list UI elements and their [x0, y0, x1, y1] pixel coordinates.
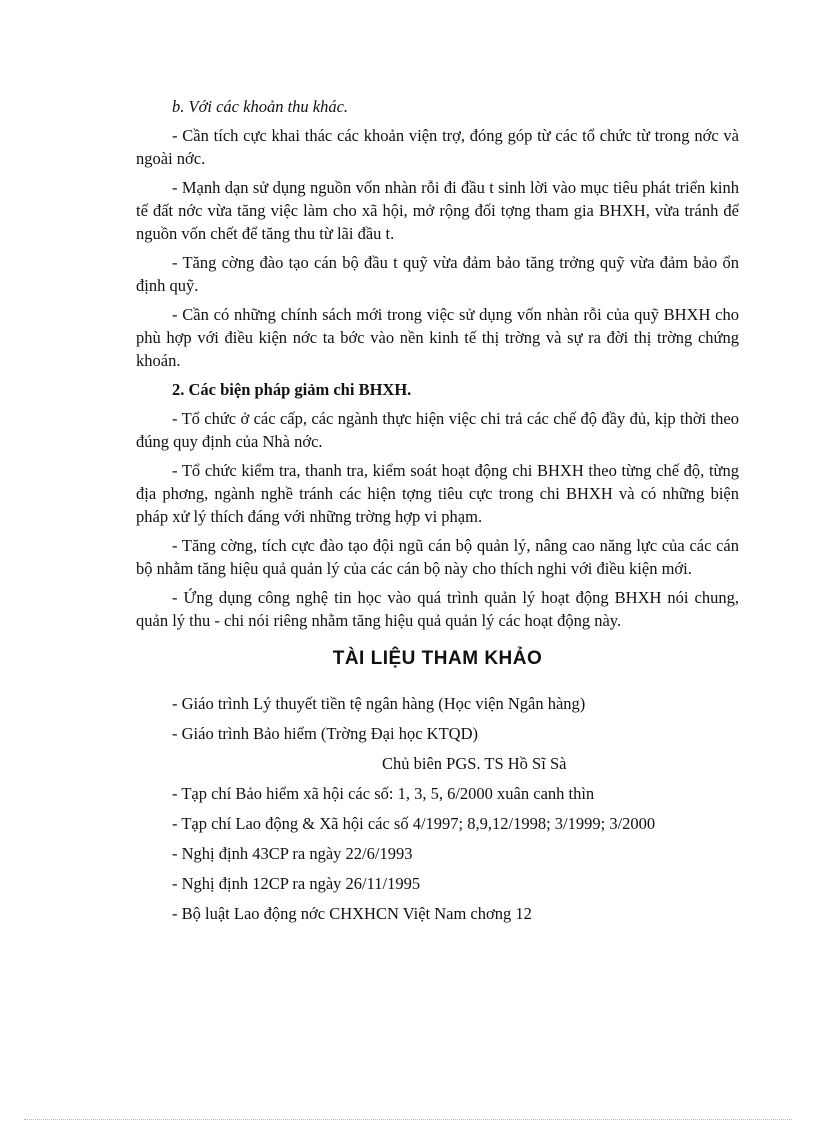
section-2-item-2: - Tổ chức kiểm tra, thanh tra, kiểm soát hoạt động chi BHXH theo từng chế độ, từng địa phơng, ngành nghề tránh các hiện tợng tiêu cực trong chi BHXH và có những biện pháp xử lý thích đáng với những trờng hợp vi phạm.	[136, 461, 739, 526]
section-b-item-1: - Cần tích cực khai thác các khoản viện trợ, đóng góp từ các tổ chức từ trong nớc và ngoài nớc.	[136, 126, 739, 168]
reference-item-3: - Tạp chí Bảo hiểm xã hội các số: 1, 3, 5, 6/2000 xuân canh thìn	[172, 784, 595, 803]
section-b-item-3: - Tăng cờng đào tạo cán bộ đầu t quỹ vừa đảm bảo tăng trởng quỹ vừa đảm bảo ổn định quỹ.	[136, 253, 739, 295]
footer-dotted-rule	[24, 1119, 792, 1120]
reference-item-7: - Bộ luật Lao động nớc CHXHCN Việt Nam chơng 12	[172, 904, 532, 923]
references-title: TÀI LIỆU THAM KHẢO	[332, 648, 543, 669]
reference-item-4: - Tạp chí Lao động & Xã hội các số 4/1997; 8,9,12/1998; 3/1999; 3/2000	[172, 814, 656, 833]
reference-item-5: - Nghị định 43CP ra ngày 22/6/1993	[172, 844, 413, 863]
reference-item-2: - Giáo trình Bảo hiểm (Trờng Đại học KTQD)	[172, 724, 478, 743]
section-2-item-1: - Tổ chức ở các cấp, các ngành thực hiện việc chi trả các chế độ đầy đủ, kịp thời theo đúng quy định của Nhà nớc.	[136, 409, 739, 451]
reference-editor-line: Chủ biên PGS. TS Hồ Sĩ Sà	[382, 754, 567, 773]
page-body	[136, 95, 739, 932]
section-2-item-3: - Tăng cờng, tích cực đào tạo đội ngũ cán bộ quản lý, nâng cao năng lực của các cán bộ nhằm tăng hiệu quả quản lý của các cán bộ này cho thích nghi với điều kiện mới.	[136, 536, 739, 578]
section-2-item-4: - Ứng dụng công nghệ tin học vào quá trình quản lý hoạt động BHXH nói chung, quản lý thu - chi nói riêng nhằm tăng hiệu quả quản lý các hoạt động này.	[136, 588, 739, 630]
section-b-item-2: - Mạnh dạn sử dụng nguồn vốn nhàn rỗi đi đầu t sinh lời vào mục tiêu phát triển kinh tế đất nớc vừa tăng việc làm cho xã hội, mở rộng đối tợng tham gia BHXH, vừa tránh để nguồn vốn chết để tăng thu từ lãi đầu t.	[136, 178, 739, 243]
section-b-heading: b. Với các khoản thu khác.	[172, 97, 349, 116]
reference-item-1: - Giáo trình Lý thuyết tiền tệ ngân hàng (Học viện Ngân hàng)	[172, 694, 586, 713]
section-b-item-4: - Cần có những chính sách mới trong việc sử dụng vốn nhàn rỗi của quỹ BHXH cho phù hợp với điều kiện nớc ta bớc vào nền kinh tế thị trờng và sự ra đời thị trờng chứng khoán.	[136, 305, 739, 370]
reference-item-6: - Nghị định 12CP ra ngày 26/11/1995	[172, 874, 421, 893]
section-2-heading: 2. Các biện pháp giảm chi BHXH.	[172, 380, 412, 399]
references-list	[136, 692, 739, 925]
